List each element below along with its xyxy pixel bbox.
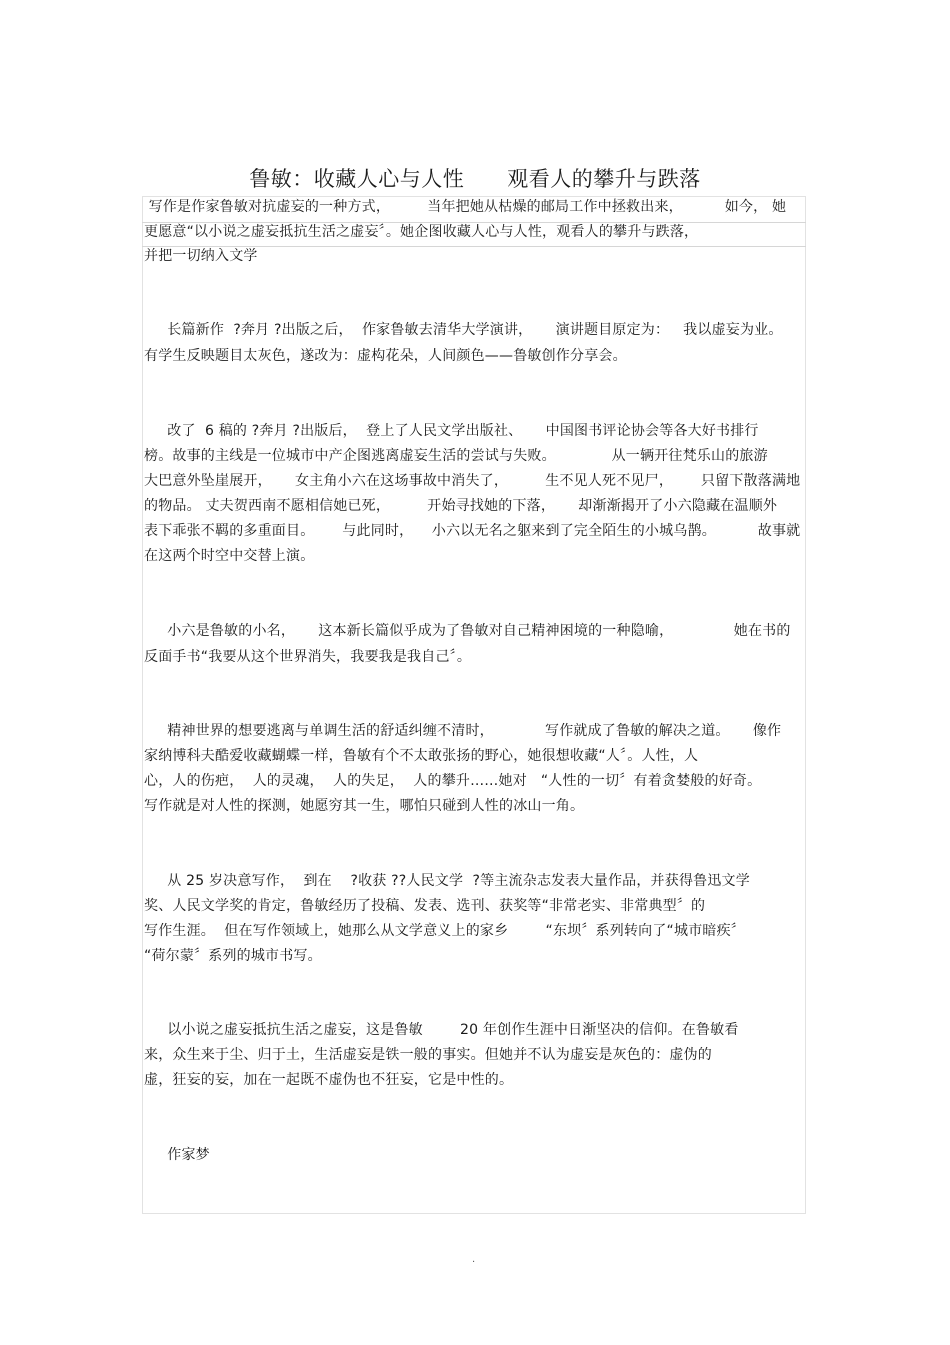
paragraph-line: 家纳博科夫酷爱收藏蝴蝶一样，鲁敏有个不太敢张扬的野心，她很想收藏“人〞。人性，人 [144, 748, 699, 764]
paragraph-line: 心，人的伤疤， 人的灵魂， 人的失足， 人的攀升……她对 “人性的一切〞有着贪婪般的好奇。 [144, 773, 762, 789]
paragraph-line: 表下乖张不羁的多重面目。 与此同时， 小六以无名之躯来到了完全陌生的小城乌鹊。 故事就 [144, 523, 801, 539]
lead-line: 写作是作家鲁敏对抗虚妄的一种方式， 当年把她从枯燥的邮局工作中拯救出来， 如今， 她 [144, 199, 787, 215]
paragraph-line: 改了 6 稿的 ?奔月 ?出版后， 登上了人民文学出版社、 中国图书评论协会等各大好书排行 [144, 423, 759, 439]
paragraph-line: 奖、人民文学奖的肯定，鲁敏经历了投稿、发表、选刊、获奖等“非常老实、非常典型〞的 [144, 898, 706, 914]
paragraph-line: 虚，狂妄的妄，加在一起既不虚伪也不狂妄，它是中性的。 [144, 1072, 514, 1088]
paragraph-line: 有学生反映题目太灰色，遂改为：虚构花朵，人间颜色——鲁敏创作分享会。 [144, 348, 627, 364]
page-footer-mark: . [472, 1254, 476, 1265]
paragraph-line: “荷尔蒙〞系列的城市书写。 [144, 948, 322, 964]
lead-line: 更愿意“以小说之虚妄抵抗生活之虚妄〞。她企图收藏人心与人性，观看人的攀升与跌落， [144, 224, 699, 240]
paragraph-line: 从 25 岁决意写作， 到在 ?收获 ??人民文学 ?等主流杂志发表大量作品，并获得鲁迅文学 [144, 873, 750, 889]
paragraph-line: 榜。故事的主线是一位城市中产企图逃离虚妄生活的尝试与失败。 从一辆开往梵乐山的旅游 [144, 448, 768, 464]
paragraph-line: 精神世界的想要逃离与单调生活的舒适纠缠不清时， 写作就成了鲁敏的解决之道。 像作 [144, 723, 782, 739]
paragraph-line: 以小说之虚妄抵抗生活之虚妄，这是鲁敏 20 年创作生涯中日渐坚决的信仰。在鲁敏看 [144, 1022, 739, 1038]
lead-line: 并把一切纳入文学 [144, 248, 258, 264]
section-heading: 作家梦 [144, 1147, 210, 1163]
paragraph-line: 大巴意外坠崖展开， 女主角小六在这场事故中消失了， 生不见人死不见尸， 只留下散落满地 [144, 473, 801, 489]
paragraph-line: 反面手书“我要从这个世界消失，我要我是我自己〞。 [144, 649, 472, 665]
paragraph-line: 来，众生来于尘、归于土，生活虚妄是铁一般的事实。但她并不认为虚妄是灰色的：虚伪的 [144, 1047, 712, 1063]
paragraph-line: 在这两个时空中交替上演。 [144, 548, 315, 564]
paragraph-line: 的物品。 丈夫贺西南不愿相信她已死， 开始寻找她的下落， 却渐渐揭开了小六隐藏在温顺外 [144, 498, 778, 514]
paragraph-line: 写作生涯。 但在写作领域上，她那么从文学意义上的家乡 “东坝〞系列转向了“城市暗疾〞 [144, 923, 746, 939]
paragraph-line: 写作就是对人性的探测，她愿穷其一生，哪怕只碰到人性的冰山一角。 [144, 798, 585, 814]
paragraph-line: 小六是鲁敏的小名， 这本新长篇似乎成为了鲁敏对自己精神困境的一种隐喻， 她在书的 [144, 623, 791, 639]
paragraph-line: 长篇新作 ?奔月 ?出版之后， 作家鲁敏去清华大学演讲， 演讲题目原定为： 我以虚妄为业。 [144, 322, 783, 338]
article-title: 鲁敏：收藏人心与人性 观看人的攀升与跌落 [249, 167, 701, 191]
